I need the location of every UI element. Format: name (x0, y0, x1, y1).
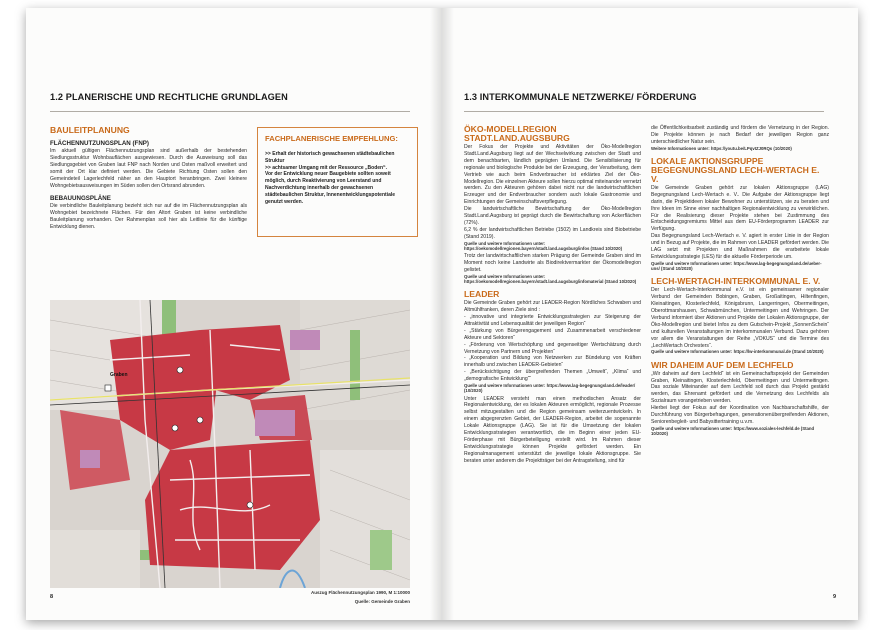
right-column-2 (651, 125, 829, 436)
land-use-map (50, 300, 410, 588)
leader-bullet: - „innovative und integrierte Entwicklungsstrategien zur Steigerung der Attraktivität und Lebensqualität der jeweiligen Region“ (464, 314, 641, 327)
source-note: Weitere Informationen unter: https://youtu.be/LPqvIZJ0RQs (10/2020) (651, 145, 792, 151)
left-text-column (50, 126, 247, 231)
map-place-label: Graben (110, 372, 128, 378)
wir-paragraph: „Wir daheim auf dem Lechfeld“ ist ein Gemeinschaftsprojekt der Gemeinden Graben, Kleinaitingen, Klosterlechfeld, Obermeitingen und Untermeitingen. Das soziale Miteinander auf dem Lechfeld soll durch das Projekt gestärkt werden, das Ehrenamt gefördert und die Vernetzung des Lechfelds als Sozialraum vorangetrieben werden. (651, 370, 829, 405)
leader-continuation: die Öffentlichkeitsarbeit zuständig und fördern die Vernetzung in der Region. Die Projekte können je nach Bedarf der jeweiligen Region ganz unterschiedlicher Natur sein. (651, 125, 829, 145)
oeko-paragraph: 6,2 % der landwirtschaftlichen Betriebe (1502) im Landkreis sind Biobetriebe (Stand 2019). (464, 226, 641, 240)
oeko-heading: ÖKO-MODELLREGION STADT.LAND.AUGSBURG (464, 124, 570, 143)
leader-bullet: - „Berücksichtigung der übergreifenden Themen „Umwelt“, „Klima“ und „demografische Entwicklung““ (464, 369, 641, 383)
lwi-paragraph: Der Lech-Wertach-Interkommunal e.V. ist ein gemeinsamer regionaler Verbund der Gemeinden Bobingen, Graben, Großaitingen, Hiltenfingen, Kleinaitingen, Klosterlechfeld, Königsbrunn, Langerringen, Obermeitingen, Oberottmarshausen, Schwabmünchen, Untermeitingen und Wehringen. Der Verbund informiert über Aktionen und Projekte der Lokalen Aktionsgruppe, der Öko-Modellregion und bietet Infos zu dem Gutschein-Projekt „SonnenSchein“ und kulturellen Veranstaltungen im interkommunalen Verbund. Dazu gehören vor allem die Veranstaltungen der Reihe „VOKUS“ und die Termine des „LechWertach Orchesters“. (651, 287, 829, 349)
oeko-paragraph: Trotz der landwirtschaftlichen starken Prägung der Gemeinde Graben sind im Moment noch keine Landwirte als Biodirektvermarkter der Ökomodellregion gelistet. (464, 253, 641, 273)
lag-paragraph: Das Begegnungsland Lech-Wertach e. V. agiert in erster Linie in der Region und in Bezug auf Projekte, die im Rahmen von LEADER gefördert werden. Die LAG setzt mit Projekten und Maßnahmen die erarbeitete lokale Entwicklungsstrategie (LES) für die aktuelle Förderperiode um. (651, 233, 829, 260)
map-drawing (50, 300, 410, 588)
book-gutter (430, 8, 454, 620)
left-page (26, 8, 442, 620)
source-note: Quelle und weitere Informationen unter: https://www.lag-begegnungsland.de/ueber-uns/ (Stand 10/2020) (651, 260, 822, 272)
wir-paragraph: Hierbei liegt der Fokus auf der Koordination von Nachbarschaftshilfe, der Durchführung von Bürgerbefragungen, generationenübergreifenden Aktionen, Seniorenbegleit- und Babysittertraining u.v.m. (651, 405, 829, 425)
page-number: 9 (832, 594, 836, 600)
page-number: 8 (50, 594, 54, 600)
bp-paragraph: Die verbindliche Bauleitplanung bezieht sich nur auf die im Flächennutzungsplan als Wohngebiet bezeichnete Flächen. Für den Altort Graben ist keine verbindliche Bauleitplanung vorhanden. Der Rahmenplan soll hier als Leitlinie für die künftige Entwicklung dienen. (50, 203, 247, 231)
lwi-heading: LECH-WERTACH-INTERKOMMUNAL E. V. (651, 276, 821, 287)
lag-heading: LOKALE AKTIONSGRUPPE BEGEGNUNGSLAND LECH-WERTACH E. V. (651, 155, 820, 184)
recommendation-heading: FACHPLANERISCHE EMPFEHLUNG: (265, 134, 398, 143)
leader-heading: LEADER (464, 289, 500, 300)
right-page (442, 8, 858, 620)
leader-paragraph: Unter LEADER versteht man einen methodischen Ansatz der Regionalentwicklung, der es lokalen Akteuren ermöglicht, regionale Prozesse selbst mitzugestalten und die Region gemeinsam weiterzuentwickeln. In einem abgegrenzten Gebiet, der LEADER-Region, arbeitet die sogenannte Lokale Aktionsgruppe (LAG). Sie ist für die Umsetzung der lokalen Entwicklungsstrategien verantwortlich, die im Beginn einer jeden EU-Förderphase mit Bürgerbeteiligung erstellt wird. Im Rahmen dieser Entwicklungsstrategie können Projekte gefördert werden. Ein Regionalmanagement unterstützt die jeweilige lokale Aktionsgruppe. Sie beraten unter anderem die Projektträger bei der Antragstellung, sind für (464, 395, 641, 464)
source-note: Quelle und weitere Informationen unter: https://www.lag-begegnungsland.de/leader/ (10/2020) (464, 383, 636, 394)
leader-bullet: - „Stärkung von Bürgerengagement und Zusammenarbeit verschiedener Akteure und Sektoren“ (464, 327, 641, 341)
recommendation-box (257, 127, 418, 237)
fnp-paragraph: Im aktuell gültigen Flächennutzungsplan sind außerhalb der bestehenden Siedlungsstruktur Wohnbauflächen ausgewiesen. Durch die Ausweisung soll das Siedlungsgebiet von Graben laut FNP nach Norden und Osten maßvoll erweitert und somit der Ort klar definiert werden. Die Gebiete Richtung Osten sollen den Gemeindeteil Lagerlechfeld näher an den Hauptort heranbringen. Zwei kleinere Wohngebietsausweisungen im Süden sollen den Ortsrand abrunden. (50, 148, 247, 189)
leader-bullet: - „Förderung von Wertschöpfung und gegenseitiger Wertschätzung durch Vernetzung von Partnern und Projekten“ (464, 341, 641, 355)
fnp-heading: FLÄCHENNUTZUNGSPLAN (FNP) (50, 140, 149, 147)
recommendation-line: >> achtsamer Umgang mit der Ressource „Boden“. (265, 164, 387, 171)
leader-intro: Die Gemeinde Graben gehört zur LEADER-Region Nördliches Schwaben und Altmühlfranken, deren Ziele sind : (464, 300, 641, 314)
title-rule (50, 111, 410, 112)
page-title: 1.3 INTERKOMMUNALE NETZWERKE/ FÖRDERUNG (464, 92, 697, 102)
source-note: Quelle und weitere Informationen unter: https://oekomodellregionen.bayern/stadt.land.augsburg/infomaterial (Stand 10/2020) (464, 273, 637, 285)
wir-heading: WIR DAHEIM AUF DEM LECHFELD (651, 359, 794, 370)
oeko-paragraph: Der Fokus der Projekte und Aktivitäten der Öko-Modellregion Stadt.Land.Augsburg liegt auf der Wechselwirkung zwischen der Stadt und dem benachbarten, ländlich geprägten Umland. Die Sensibilisierung für regionale und biologische Produkte bei der Erzeugung, der Verarbeitung, dem Vertrieb wie auch beim Endverbraucher ist erklärtes Ziel der Öko-Modellregion. Die einzelnen Akteure sollen hierzu optimal miteinander vernetzt werden. Zu den Akteuren gehören dabei nicht nur die landwirtschaftlichen Erzeuger und der Endverbraucher sondern auch lokale Gastronomie und Einrichtungen der Gemeinschaftsverpflegung. (464, 144, 641, 206)
map-source: Quelle: Gemeinde Graben (354, 599, 410, 604)
right-column-1 (464, 125, 641, 465)
source-note: Quelle und weitere Informationen unter: https://lw-interkommunal.de (Stand 10/2020) (651, 349, 824, 355)
bp-heading: BEBAUUNGSPLÄNE (50, 195, 111, 203)
lag-paragraph: Die Gemeinde Graben gehört zur lokalen Aktionsgruppe (LAG) Begegnungsland Lech-Wertach e. V.. Die Aufgabe der Aktionsgruppe liegt darin, die Projektideen lokaler Bewohner zu unterstützen, sie zu beraten und Ihre Ideen im Sinne einer nachhaltigen Regionalentwicklung zu verwirklichen. Für die Realisierung dieser Projekte stehen bei Zustimmung des Entscheidungsgremiums Mittel aus dem EU-Förderprogramm LEADER zur Verfügung. (651, 184, 829, 233)
title-rule (464, 111, 824, 112)
section-heading: BAULEITPLANUNG (50, 125, 130, 135)
source-note: Quelle und weitere Informationen unter: https://oekomodellregionen.bayern/stadt.land.augsburg/infos (Stand 10/2020) (464, 240, 623, 251)
source-note: Quelle und weitere Informationen unter: https://www.soziales-lechfeld.de (Stand 10/2020) (651, 425, 815, 437)
recommendation-line: Vor der Entwicklung neuer Baugebiete sollten soweit möglich, durch Reaktivierung von Leerstand und Nachverdichtung innerhalb der gewachsenen städtebaulichen Struktur, Innenentwicklungspotentiale genutzt werden. (265, 171, 396, 205)
recommendation-line: >> Erhalt der historisch gewachsenen städtebaulichen Struktur (265, 151, 395, 164)
book-spread (26, 8, 858, 620)
leader-bullet: - „Kooperation und Bildung von Netzwerken zur Bündelung von Kräften innerhalb und zwischen LEADER-Gebieten“ (464, 355, 641, 369)
oeko-paragraph: Die landwirtschaftliche Bewirtschaftung der Öko-Modellregion Stadt.Land.Augsburg ist geprägt durch die Bewirtschaftung von Ackerflächen (72%). (464, 206, 641, 226)
page-title: 1.2 PLANERISCHE UND RECHTLICHE GRUNDLAGEN (50, 92, 288, 102)
map-caption: Auszug Flächennutzungsplan 1990, M 1:10000 (310, 590, 410, 595)
